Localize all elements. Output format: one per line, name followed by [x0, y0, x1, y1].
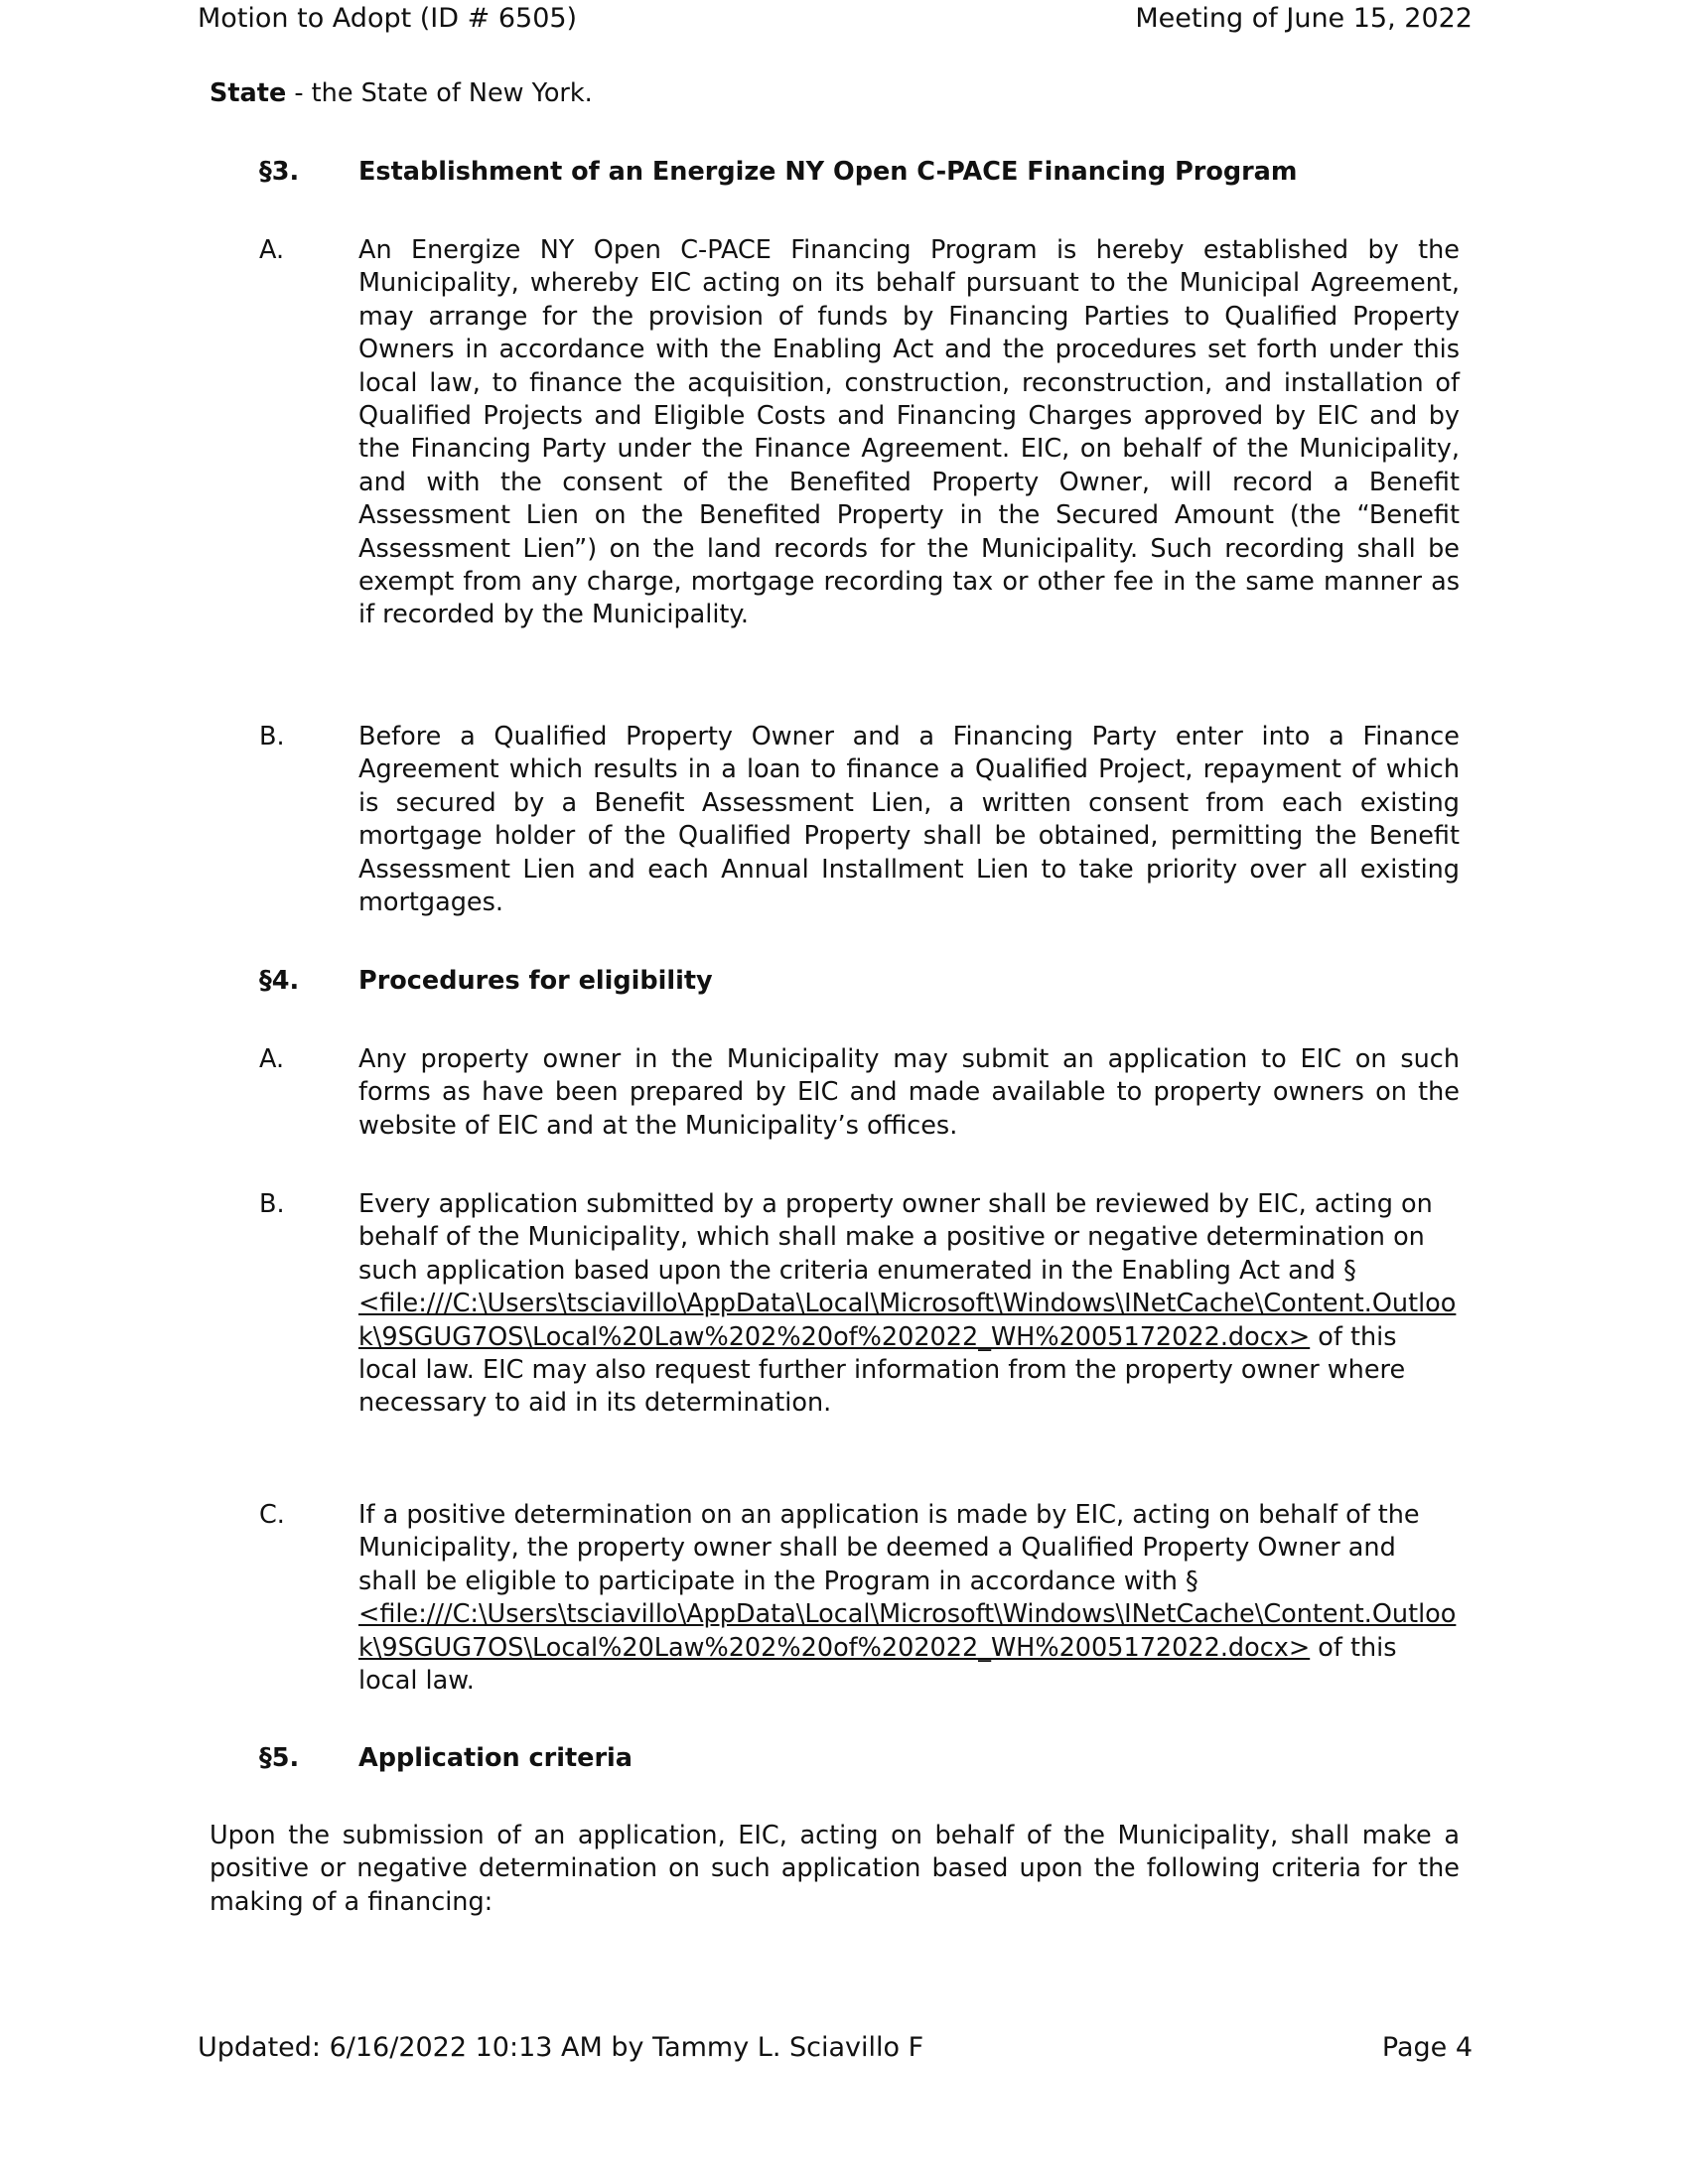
section-4-item-b-letter: B.: [259, 1189, 285, 1219]
section-3-title: Establishment of an Energize NY Open C-PACE Financing Program: [358, 157, 1298, 187]
section-4-item-c-letter: C.: [259, 1500, 285, 1530]
section-4-item-a-text: Any property owner in the Municipality may submit an application to EIC on such forms as have been prepared by EIC and made available to property owners on the website of EIC and at the Municipality’s offices.: [358, 1044, 1460, 1141]
definition-text: - the State of New York.: [286, 78, 593, 108]
section-4-item-c-text-before: If a positive determination on an application is made by EIC, acting on behalf of the Municipality, the property owner shall be deemed a Qualified Property Owner and shall be eligible to participate in the Program in accordance with §: [358, 1500, 1420, 1596]
header-meeting-date: Meeting of June 15, 2022: [1135, 3, 1473, 34]
section-3-item-a-text: An Energize NY Open C-PACE Financing Program is hereby established by the Municipality, whereby EIC acting on its behalf pursuant to the Municipal Agreement, may arrange for the provision of funds by Financing Parties to Qualified Property Owners in accordance with the Enabling Act and the procedures set forth under this local law, to finance the acquisition, construction, reconstruction, and installation of Qualified Projects and Eligible Costs and Financing Charges approved by EIC and by the Financing Party under the Finance Agreement. EIC, on behalf of the Municipality, and with the consent of the Benefited Property Owner, will record a Benefit Assessment Lien on the Benefited Property in the Secured Amount (the “Benefit Assessment Lien”) on the land records for the Municipality. Such recording shall be exempt from any charge, mortgage recording tax or other fee in the same manner as if recorded by the Municipality.: [358, 235, 1460, 630]
local-law-file-link[interactable]: <file:///C:\Users\tsciavillo\AppData\Local\Microsoft\Windows\INetCache\Content.Outlook\9SGUG7OS\Local%20Law%202%20of%202022_WH%2005172022.docx>: [358, 1289, 1457, 1352]
section-4-item-a-letter: A.: [259, 1044, 285, 1074]
section-4-number: §4.: [259, 966, 300, 996]
section-5-title: Application criteria: [358, 1743, 633, 1773]
section-3-number: §3.: [259, 157, 300, 187]
section-3-item-a-letter: A.: [259, 235, 285, 265]
section-4-item-b-text: [358, 1188, 1460, 1421]
section-4-title: Procedures for eligibility: [358, 966, 713, 996]
section-4-item-c-text: [358, 1499, 1460, 1698]
footer-page-number: Page 4: [1381, 2032, 1473, 2063]
local-law-file-link[interactable]: <file:///C:\Users\tsciavillo\AppData\Local\Microsoft\Windows\INetCache\Content.Outlook\9SGUG7OS\Local%20Law%202%20of%202022_WH%2005172022.docx>: [358, 1599, 1457, 1663]
section-4-item-b-text-before: Every application submitted by a property owner shall be reviewed by EIC, acting on behalf of the Municipality, which shall make a positive or negative determination on such application based upon the criteria enumerated in the Enabling Act and §: [358, 1189, 1433, 1286]
definition-state: [210, 77, 593, 110]
section-5-paragraph: Upon the submission of an application, EIC, acting on behalf of the Municipality, shall make a positive or negative determination on such application based upon the following criteria for the making of a financing:: [210, 1821, 1460, 1917]
section-5-number: §5.: [259, 1743, 300, 1773]
section-3-item-b-text: Before a Qualified Property Owner and a Financing Party enter into a Finance Agreement which results in a loan to finance a Qualified Project, repayment of which is secured by a Benefit Assessment Lien, a written consent from each existing mortgage holder of the Qualified Property shall be obtained, permitting the Benefit Assessment Lien and each Annual Installment Lien to take priority over all existing mortgages.: [358, 722, 1460, 918]
footer-updated-info: Updated: 6/16/2022 10:13 AM by Tammy L. Sciavillo F: [198, 2032, 924, 2063]
section-3-item-b-letter: B.: [259, 722, 285, 751]
header-motion-id: Motion to Adopt (ID # 6505): [198, 3, 578, 34]
definition-term: State: [210, 78, 287, 108]
section-4-item-b-text-after: of this local law. EIC may also request further information from the property owner where necessary to aid in its determination.: [358, 1321, 1406, 1419]
section-4-item-c-text-after: of this local law.: [358, 1632, 1397, 1697]
